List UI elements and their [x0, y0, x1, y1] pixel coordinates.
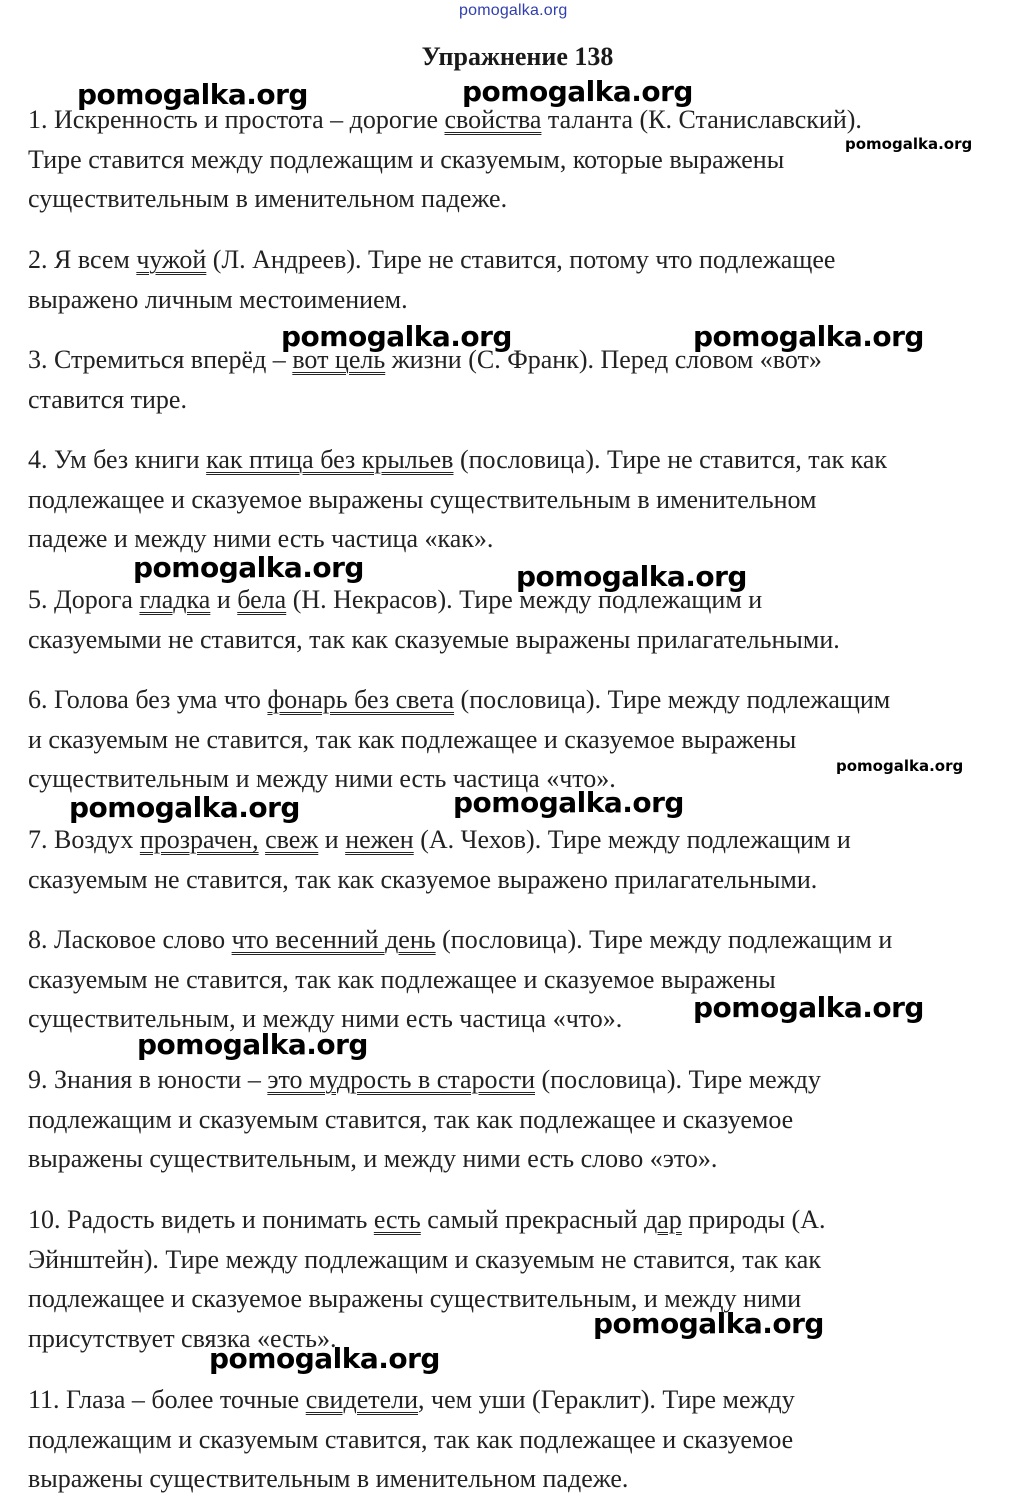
text-segment: (Н. Некрасов). Тире между подлежащим и	[286, 585, 763, 614]
watermark: pomogalka.org	[845, 135, 973, 153]
text-segment: (А. Чехов). Тире между подлежащим и	[413, 825, 851, 854]
text-segment: , чем уши (Гераклит). Тире между	[418, 1385, 795, 1414]
text-line	[28, 1240, 1013, 1280]
text-line	[28, 1100, 1013, 1140]
watermark: pomogalka.org	[836, 757, 964, 775]
underlined-predicate: что весенний день	[231, 925, 436, 954]
text-line	[28, 340, 1013, 380]
text-segment: (пословица). Тире не ставится, так как	[453, 445, 888, 474]
watermark: pomogalka.org	[693, 991, 924, 1024]
text-segment: 4. Ум без книги	[28, 445, 207, 474]
text-segment: выражены существительным в именительном падеже.	[28, 1464, 629, 1493]
site-link[interactable]: pomogalka.org	[459, 2, 568, 19]
exercise-item	[28, 1200, 1013, 1358]
text-line	[28, 920, 1013, 960]
text-segment: 7. Воздух	[28, 825, 140, 854]
text-segment: подлежащим и сказуемым ставится, так как подлежащее и сказуемое	[28, 1104, 794, 1134]
text-segment: 1. Искренность и простота – дорогие	[28, 105, 445, 134]
text-line	[28, 720, 1013, 760]
text-segment: существительным и между ними есть частица «что».	[28, 764, 616, 793]
text-segment: присутствует связка «есть».	[28, 1323, 337, 1353]
text-segment: 11. Глаза – более точные	[28, 1385, 306, 1414]
text-line	[28, 140, 1013, 180]
underlined-predicate: прозрачен,	[139, 825, 259, 854]
text-segment: сказуемыми не ставится, так как сказуемые выражены прилагательными.	[28, 624, 840, 654]
watermark: pomogalka.org	[462, 75, 693, 108]
text-segment: подлежащее и сказуемое выражены существительным, и между ними	[28, 1284, 802, 1313]
watermark: pomogalka.org	[69, 791, 300, 824]
underlined-predicate: гладка	[139, 585, 211, 614]
text-line	[28, 820, 1013, 860]
text-segment: выражены существительным, и между ними есть слово «это».	[28, 1144, 718, 1173]
exercise-item	[28, 580, 1013, 659]
text-segment: существительным, и между ними есть частица «что».	[28, 1004, 623, 1033]
text-segment: самый прекрасный	[420, 1205, 644, 1234]
text-segment: жизни (С. Франк). Перед словом «вот»	[385, 345, 822, 374]
watermark: pomogalka.org	[77, 78, 308, 111]
text-line	[28, 1319, 1013, 1359]
text-line	[28, 280, 1013, 320]
text-segment: 2. Я всем	[28, 245, 137, 274]
exercise-item	[28, 820, 1013, 899]
text-segment: 8. Ласковое слово	[28, 925, 232, 954]
text-segment: Тире ставится между подлежащим и сказуемым, которые выражены	[28, 144, 785, 174]
underlined-predicate: свеж	[265, 825, 319, 854]
page-title: Упражнение 138	[421, 42, 614, 71]
text-line	[28, 1139, 1013, 1179]
text-line	[28, 1200, 1013, 1240]
text-segment: 10. Радость видеть и понимать	[28, 1205, 374, 1234]
text-line	[28, 680, 1013, 720]
text-line	[28, 240, 1013, 280]
text-line	[28, 860, 1013, 900]
text-segment: и	[318, 825, 346, 854]
exercise-item	[28, 1060, 1013, 1179]
underlined-predicate: это мудрость в старости	[267, 1065, 535, 1094]
text-line	[28, 580, 1013, 620]
text-line	[28, 100, 1013, 140]
text-segment: (Л. Андреев). Тире не ставится, потому что подлежащее	[206, 245, 836, 274]
text-segment: таланта (К. Станиславский).	[541, 105, 862, 134]
text-segment: природы (А.	[681, 1205, 826, 1234]
text-line	[28, 1420, 1013, 1460]
text-line	[28, 380, 1013, 420]
text-line	[28, 440, 1013, 480]
text-segment: (пословица). Тире между	[535, 1065, 821, 1094]
text-segment: и	[210, 585, 238, 614]
watermark: pomogalka.org	[453, 786, 684, 819]
text-line	[28, 759, 1013, 799]
text-segment: существительным в именительном падеже.	[28, 184, 508, 213]
text-segment: Эйнштейн). Тире между подлежащим и сказуемым не ставится, так как	[28, 1244, 821, 1274]
underlined-predicate: свидетели	[305, 1385, 419, 1414]
watermark: pomogalka.org	[137, 1028, 368, 1061]
underlined-predicate: бела	[237, 585, 287, 614]
text-line	[28, 620, 1013, 660]
exercise-item	[28, 440, 1013, 559]
text-segment: выражено личным местоимением.	[28, 284, 408, 314]
text-segment: 9. Знания в юности –	[28, 1065, 268, 1094]
watermark: pomogalka.org	[593, 1307, 824, 1340]
underlined-predicate: дар	[644, 1205, 682, 1234]
text-line	[28, 960, 1013, 1000]
watermark: pomogalka.org	[693, 320, 924, 353]
text-segment: (пословица). Тире между подлежащим	[454, 685, 891, 714]
text-line	[28, 1459, 1013, 1499]
underlined-predicate: чужой	[136, 245, 207, 274]
text-segment: сказуемым не ставится, так как сказуемое выражено прилагательными.	[28, 864, 818, 894]
text-line	[28, 179, 1013, 219]
text-line	[28, 1380, 1013, 1420]
underlined-predicate: вот цель	[292, 345, 386, 374]
underlined-predicate: свойства	[444, 105, 542, 134]
text-line	[28, 1279, 1013, 1319]
watermark: pomogalka.org	[516, 560, 747, 593]
text-segment: сказуемым не ставится, так как подлежащее и сказуемое выражены	[28, 964, 776, 994]
text-segment: 5. Дорога	[28, 585, 140, 614]
text-line	[28, 519, 1013, 559]
text-segment: (пословица). Тире между подлежащим и	[435, 925, 893, 954]
text-segment: падеже и между ними есть частица «как».	[28, 524, 494, 553]
text-segment: 3. Стремиться вперёд –	[28, 345, 293, 374]
text-segment: ставится тире.	[28, 384, 187, 414]
exercise-item	[28, 100, 1013, 219]
text-segment: подлежащим и сказуемым ставится, так как подлежащее и сказуемое	[28, 1424, 794, 1454]
underlined-predicate: нежен	[345, 825, 414, 854]
underlined-predicate: есть	[373, 1205, 421, 1234]
text-line	[28, 1060, 1013, 1100]
watermark: pomogalka.org	[209, 1342, 440, 1375]
text-segment: подлежащее и сказуемое выражены существительным в именительном	[28, 484, 817, 514]
exercise-item	[28, 920, 1013, 1039]
underlined-predicate: фонарь без света	[267, 685, 455, 714]
text-segment: 6. Голова без ума что	[28, 685, 268, 714]
text-line	[28, 999, 1013, 1039]
exercise-item	[28, 340, 1013, 419]
exercise-item	[28, 680, 1013, 799]
underlined-predicate: как птица без крыльев	[206, 445, 454, 474]
text-line	[28, 480, 1013, 520]
text-segment: и сказуемым не ставится, так как подлежащее и сказуемое выражены	[28, 724, 797, 754]
exercise-item	[28, 240, 1013, 319]
exercise-item	[28, 1380, 1013, 1499]
watermark: pomogalka.org	[281, 320, 512, 353]
watermark: pomogalka.org	[133, 551, 364, 584]
